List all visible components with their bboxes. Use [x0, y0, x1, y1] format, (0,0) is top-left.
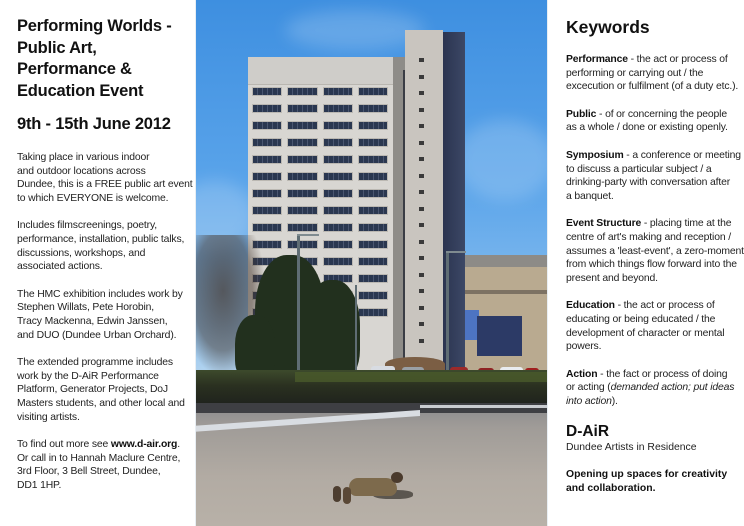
title-line: Public Art, [17, 38, 97, 57]
text-fragment: - placing time at the [641, 218, 732, 230]
text-line: Opening up spaces for creativity [566, 469, 728, 481]
keywords-heading: Keywords [566, 17, 650, 37]
performer-lying-down [333, 472, 409, 504]
trees [195, 225, 375, 380]
title-line: Performing Worlds - [17, 17, 172, 35]
text-line: from which things flow forward into the [566, 259, 737, 271]
contact-paragraph [17, 438, 195, 492]
right-column [548, 0, 744, 526]
text-line: The HMC exhibition includes work by [17, 288, 183, 300]
org-full-name: Dundee Artists in Residence [566, 442, 697, 454]
programme-paragraph [17, 356, 195, 424]
text-line [566, 368, 744, 382]
text-line: work by the D-AiR Performance [17, 370, 159, 382]
keyword-term: Performance [566, 54, 628, 65]
text-line: DD1 1HP. [17, 479, 62, 491]
text-line: drinking-party with conversation after [566, 177, 731, 189]
text-line [566, 381, 744, 395]
sunlit-grass [295, 372, 548, 382]
text-fragment: To find out more see [17, 439, 111, 451]
text-line: performance, installation, public talks, [17, 233, 185, 245]
tower-windows [419, 58, 425, 343]
text-line: as a whole / done or existing openly. [566, 122, 728, 134]
lamp-post [297, 235, 300, 380]
cloud [285, 10, 425, 50]
tagline [566, 468, 744, 495]
text-line: performing or carrying out / the [566, 67, 704, 79]
italic-example: demanded action; put ideas [610, 382, 735, 394]
cloud [455, 120, 548, 200]
text-line: powers. [566, 341, 602, 353]
stone-building-roof [465, 255, 548, 267]
building-roof [248, 57, 393, 85]
keyword-performance [566, 53, 744, 94]
text-line: discussions, workshops, and [17, 247, 146, 259]
italic-example: into action [566, 395, 612, 407]
text-line: assumes a 'least-event', a zero-moment [566, 245, 744, 257]
org-name: D-AiR [566, 423, 610, 441]
text-fragment: - the fact or process of doing [597, 368, 728, 380]
text-line: excecution or fulfilment (of a duty etc.). [566, 81, 739, 93]
keyword-event-structure [566, 217, 744, 285]
keyword-term: Action [566, 368, 598, 380]
keyword-term: Education [566, 300, 615, 312]
text-line: Platform, Generator Projects, DoJ [17, 384, 168, 396]
text-line: and collaboration. [566, 483, 656, 495]
keyword-public [566, 108, 744, 135]
text-line: visiting artists. [17, 411, 80, 423]
lamp-arm [297, 234, 319, 236]
keyword-action [566, 368, 744, 409]
includes-paragraph [17, 219, 195, 273]
lamp-arm [446, 251, 466, 253]
text-line: Or call in to Hannah Maclure Centre, [17, 452, 181, 464]
event-dates: 9th - 15th June 2012 [17, 115, 171, 133]
text-line: Dundee, this is a FREE public art event [17, 179, 193, 191]
text-fragment: - a conference or meeting [623, 149, 741, 161]
stone-building-cornice [465, 290, 548, 294]
divider [195, 0, 196, 526]
lamp-post [355, 285, 357, 375]
text-line [566, 108, 744, 122]
keyword-term: Symposium [566, 149, 624, 161]
event-photo [195, 0, 548, 526]
keyword-education [566, 299, 744, 353]
text-line [566, 53, 744, 67]
text-fragment: - the act or process of [614, 300, 715, 312]
text-fragment: . [177, 439, 181, 451]
text-fragment: - the act or process of [627, 54, 728, 65]
text-line: Stephen Willats, Pete Horobin, [17, 302, 155, 314]
glass-entrance [477, 316, 522, 356]
text-line: Masters students, and other local and [17, 397, 185, 409]
lamp-post [446, 252, 449, 377]
text-line: present and beyond. [566, 272, 658, 284]
text-line: to discuss a particular subject / a [566, 163, 712, 175]
text-line [566, 149, 744, 163]
text-line [566, 217, 744, 231]
text-line [17, 438, 195, 452]
text-line: and DUO (Dundee Urban Orchard). [17, 329, 177, 341]
keyword-term: Public [566, 108, 597, 120]
text-line: educating or being educated / the [566, 313, 716, 325]
title-line: Performance & [17, 60, 132, 78]
text-line: Tracy Mackenna, Edwin Janssen, [17, 315, 168, 327]
left-column [0, 0, 195, 526]
text-fragment: or acting ( [566, 382, 611, 394]
text-line: to which EVERYONE is welcome. [17, 192, 169, 204]
text-line: development of character or mental [566, 327, 725, 339]
intro-paragraph [17, 151, 195, 205]
website-link[interactable]: www.d-air.org [110, 439, 178, 451]
text-line: Includes filmscreenings, poetry, [17, 220, 157, 232]
text-line [566, 395, 744, 409]
exhibition-paragraph [17, 288, 195, 342]
text-line: The extended programme includes [17, 357, 173, 369]
text-fragment: - of or concerning the people [596, 108, 727, 120]
text-line: centre of art's making and reception / [566, 231, 731, 243]
keyword-symposium [566, 149, 744, 203]
kerb [420, 405, 548, 408]
text-line: 3rd Floor, 3 Bell Street, Dundee, [17, 466, 161, 478]
event-title [17, 16, 195, 102]
text-fragment: ). [611, 395, 618, 407]
title-line: Education Event [17, 81, 144, 100]
text-line [566, 299, 744, 313]
text-line: and outdoor locations across [17, 165, 146, 177]
text-line: Taking place in various indoor [17, 152, 150, 163]
keyword-term: Event Structure [566, 218, 642, 230]
text-line: associated actions. [17, 261, 103, 273]
text-line: a banquet. [566, 190, 614, 202]
